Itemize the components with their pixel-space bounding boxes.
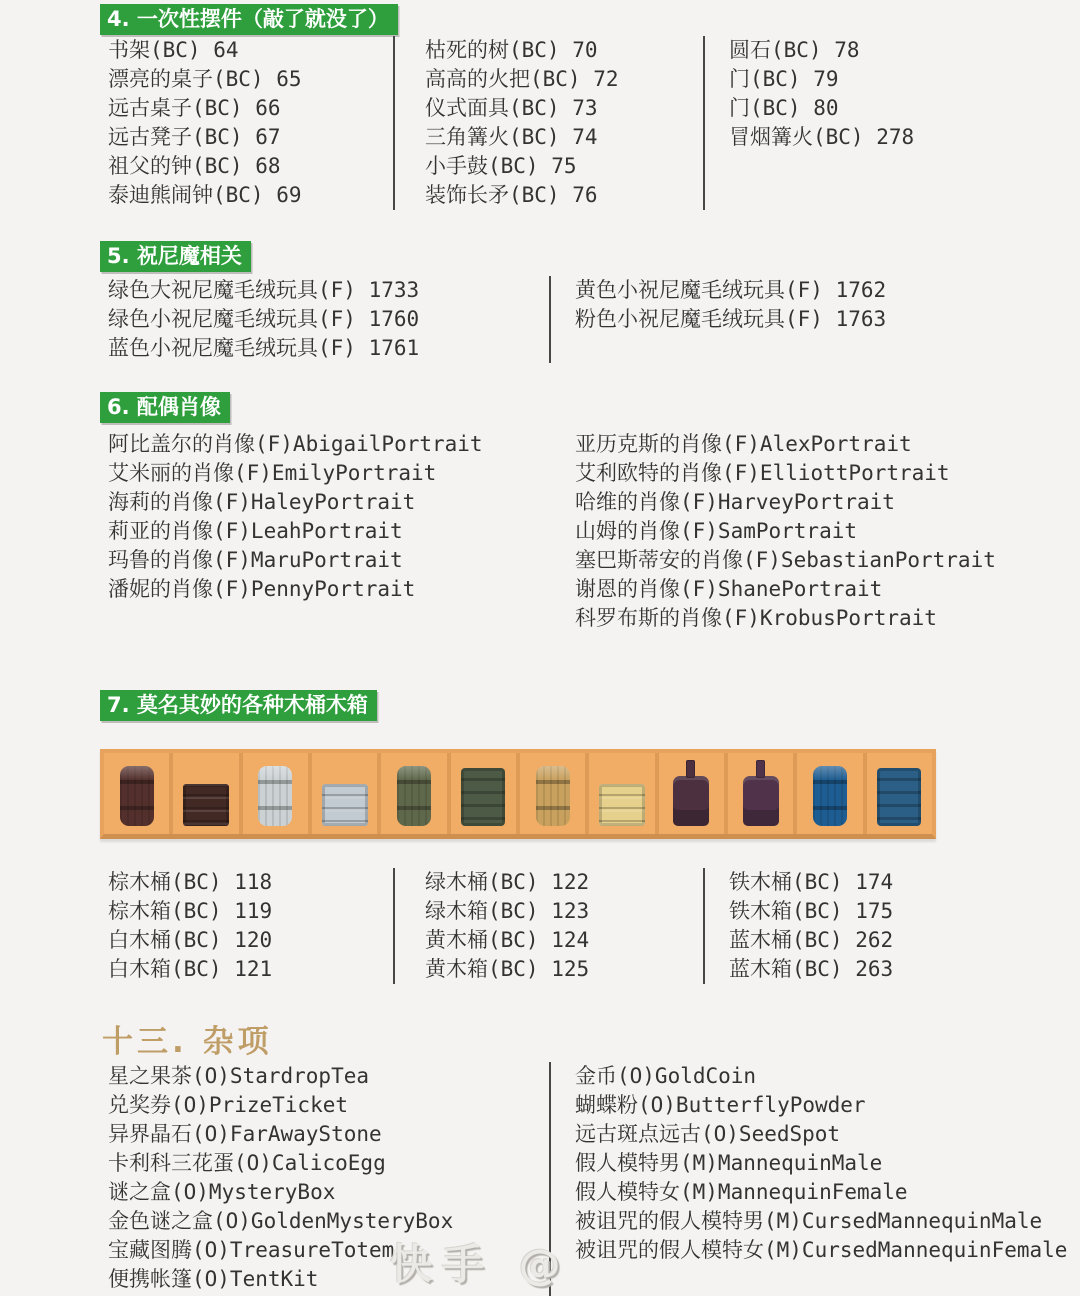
list-item: 黄木桶(BC) 124 <box>425 928 590 952</box>
list-item: 莉亚的肖像(F)LeahPortrait <box>108 519 403 543</box>
list-item: 哈维的肖像(F)HarveyPortrait <box>575 490 895 514</box>
list-item: 棕木桶(BC) 118 <box>108 870 273 894</box>
list-item: 金色谜之盒(O)GoldenMysteryBox <box>108 1209 454 1233</box>
list-item: 异界晶石(O)FarAwayStone <box>108 1122 382 1146</box>
list-item: 蓝色小祝尼魔毛绒玩具(F) 1761 <box>108 336 420 360</box>
list-item: 被诅咒的假人模特男(M)CursedMannequinMale <box>575 1209 1043 1233</box>
list-item: 祖父的钟(BC) 68 <box>108 154 281 178</box>
list-item: 蓝木箱(BC) 263 <box>729 957 894 981</box>
iron-keg-sprite <box>743 776 779 826</box>
list-item: 金币(O)GoldCoin <box>575 1064 757 1088</box>
list-item: 蝴蝶粉(O)ButterflyPowder <box>575 1093 866 1117</box>
list-item: 远古斑点远古(O)SeedSpot <box>575 1122 841 1146</box>
list-item: 绿色大祝尼魔毛绒玩具(F) 1733 <box>108 278 420 302</box>
section-7-column-3 <box>703 868 963 984</box>
sprite-cell <box>239 753 308 834</box>
section-5-column-1 <box>100 276 549 363</box>
section-4-column-2 <box>393 36 703 210</box>
list-item: 艾利欧特的肖像(F)ElliottPortrait <box>575 461 950 485</box>
list-item: 圆石(BC) 78 <box>729 38 860 62</box>
list-item: 黄木箱(BC) 125 <box>425 957 590 981</box>
cork-barrel-sprite <box>536 766 570 826</box>
list-item: 书架(BC) 64 <box>108 38 239 62</box>
blue-barrel-sprite <box>813 766 847 826</box>
list-item: 蓝木桶(BC) 262 <box>729 928 894 952</box>
section-6-columns <box>100 430 996 633</box>
section-4-header: 4. 一次性摆件（敲了就没了） <box>100 4 398 35</box>
list-item: 山姆的肖像(F)SamPortrait <box>575 519 858 543</box>
sprite-cell <box>516 753 585 834</box>
list-item: 塞巴斯蒂安的肖像(F)SebastianPortrait <box>575 548 996 572</box>
list-item: 漂亮的桌子(BC) 65 <box>108 67 302 91</box>
sprite-cell <box>724 753 793 834</box>
section-13-column-2 <box>549 1062 1067 1296</box>
section-5-columns <box>100 276 886 363</box>
section-7-columns <box>100 868 963 984</box>
list-item: 门(BC) 79 <box>729 67 839 91</box>
sprite-cell <box>793 753 862 834</box>
sprite-cell <box>308 753 377 834</box>
white-barrel-sprite <box>258 766 292 826</box>
section-6-column-2 <box>575 430 996 633</box>
sprite-cell <box>655 753 724 834</box>
brown-barrel-sprite <box>120 766 154 826</box>
list-item: 装饰长矛(BC) 76 <box>425 183 598 207</box>
list-item: 卡利科三花蛋(O)CalicoEgg <box>108 1151 386 1175</box>
section-6-column-1 <box>100 430 575 633</box>
list-item: 铁木箱(BC) 175 <box>729 899 894 923</box>
kuaishou-watermark: 快手 @ <box>390 1240 571 1289</box>
section-6-header: 6. 配偶肖像 <box>100 392 230 423</box>
iron-keg-tall-sprite <box>673 776 709 826</box>
brown-crate-sprite <box>183 784 229 826</box>
section-13-columns <box>100 1062 1067 1296</box>
list-item: 远古桌子(BC) 66 <box>108 96 281 120</box>
section-7-column-1 <box>100 868 393 984</box>
sprite-cell <box>447 753 516 834</box>
list-item: 玛鲁的肖像(F)MaruPortrait <box>108 548 403 572</box>
list-item: 绿木箱(BC) 123 <box>425 899 590 923</box>
list-item: 棕木箱(BC) 119 <box>108 899 273 923</box>
green-barrel-sprite <box>397 766 431 826</box>
list-item: 泰迪熊闹钟(BC) 69 <box>108 183 302 207</box>
list-item: 亚历克斯的肖像(F)AlexPortrait <box>575 432 912 456</box>
list-item: 潘妮的肖像(F)PennyPortrait <box>108 577 416 601</box>
list-item: 绿色小祝尼魔毛绒玩具(F) 1760 <box>108 307 420 331</box>
list-item: 高高的火把(BC) 72 <box>425 67 619 91</box>
section-5-column-2 <box>549 276 886 363</box>
sprite-cell <box>377 753 446 834</box>
section-13-heading: 十三. 杂项 <box>102 1024 273 1060</box>
sprite-cell <box>863 753 932 834</box>
list-item: 粉色小祝尼魔毛绒玩具(F) 1763 <box>575 307 887 331</box>
list-item: 艾米丽的肖像(F)EmilyPortrait <box>108 461 437 485</box>
list-item: 海莉的肖像(F)HaleyPortrait <box>108 490 416 514</box>
list-item: 谢恩的肖像(F)ShanePortrait <box>575 577 883 601</box>
yellow-crate-sprite <box>599 784 645 826</box>
blue-crate-sprite <box>877 768 921 826</box>
list-item: 远古凳子(BC) 67 <box>108 125 281 149</box>
list-item: 绿木桶(BC) 122 <box>425 870 590 894</box>
list-item: 兑奖券(O)PrizeTicket <box>108 1093 349 1117</box>
section-5-header: 5. 祝尼魔相关 <box>100 241 251 272</box>
sprite-cell <box>169 753 238 834</box>
list-item: 门(BC) 80 <box>729 96 839 120</box>
list-item: 黄色小祝尼魔毛绒玩具(F) 1762 <box>575 278 887 302</box>
section-4-column-3 <box>703 36 963 210</box>
list-item: 三角篝火(BC) 74 <box>425 125 598 149</box>
list-item: 阿比盖尔的肖像(F)AbigailPortrait <box>108 432 483 456</box>
section-7-column-2 <box>393 868 703 984</box>
list-item: 便携帐篷(O)TentKit <box>108 1267 319 1291</box>
sprite-cell <box>585 753 654 834</box>
section-4-columns <box>100 36 963 210</box>
list-item: 科罗布斯的肖像(F)KrobusPortrait <box>575 606 937 630</box>
list-item: 铁木桶(BC) 174 <box>729 870 894 894</box>
list-item: 小手鼓(BC) 75 <box>425 154 577 178</box>
barrel-sprite-strip <box>100 749 936 839</box>
list-item: 被诅咒的假人模特女(M)CursedMannequinFemale <box>575 1238 1068 1262</box>
white-crate-sprite <box>322 784 368 826</box>
green-crate-sprite <box>461 768 505 826</box>
list-item: 白木箱(BC) 121 <box>108 957 273 981</box>
list-item: 枯死的树(BC) 70 <box>425 38 598 62</box>
list-item: 宝藏图腾(O)TreasureTotem <box>108 1238 395 1262</box>
list-item: 冒烟篝火(BC) 278 <box>729 125 915 149</box>
sprite-cell <box>104 753 169 834</box>
list-item: 谜之盒(O)MysteryBox <box>108 1180 336 1204</box>
section-4-column-1 <box>100 36 393 210</box>
list-item: 假人模特女(M)MannequinFemale <box>575 1180 908 1204</box>
list-item: 假人模特男(M)MannequinMale <box>575 1151 883 1175</box>
list-item: 星之果茶(O)StardropTea <box>108 1064 370 1088</box>
list-item: 白木桶(BC) 120 <box>108 928 273 952</box>
list-item: 仪式面具(BC) 73 <box>425 96 598 120</box>
section-7-header: 7. 莫名其妙的各种木桶木箱 <box>100 690 377 721</box>
